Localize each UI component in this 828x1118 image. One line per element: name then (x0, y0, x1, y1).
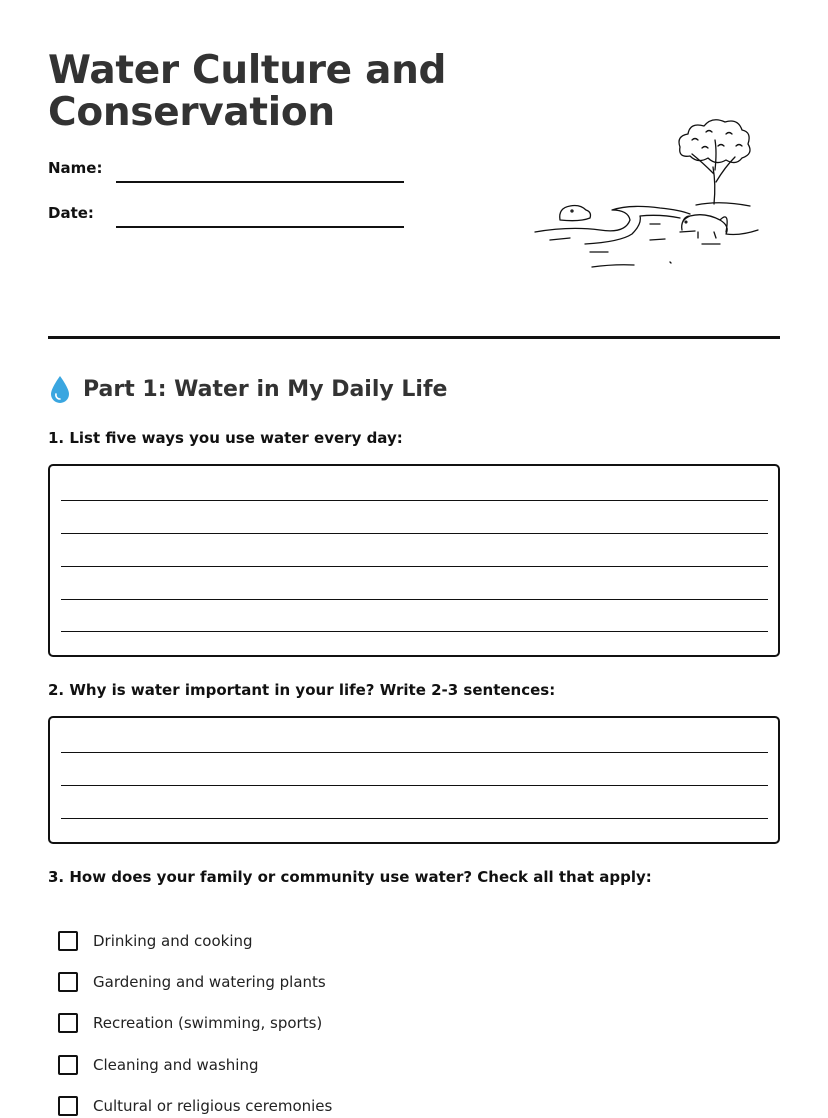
answer-line (61, 533, 768, 534)
checkbox[interactable] (58, 1096, 78, 1116)
name-field[interactable] (116, 181, 404, 183)
answer-line (61, 785, 768, 786)
checkbox-label: Cultural or religious ceremonies (93, 1097, 333, 1115)
part1-heading (48, 374, 447, 404)
checkbox-label: Cleaning and washing (93, 1056, 259, 1074)
checkbox-label: Drinking and cooking (93, 932, 253, 950)
section-divider (48, 336, 780, 339)
checkbox-label: Gardening and watering plants (93, 973, 326, 991)
question-1: 1. List five ways you use water every day: (48, 429, 403, 447)
answer-line (61, 752, 768, 753)
date-field[interactable] (116, 226, 404, 228)
q1-answer-box[interactable] (48, 464, 780, 657)
answer-line (61, 631, 768, 632)
checkbox-option[interactable] (58, 1096, 332, 1116)
tree-river-animals-icon (530, 112, 770, 277)
name-label: Name: (48, 159, 103, 177)
date-label: Date: (48, 204, 94, 222)
title-line-1: Water Culture and (48, 48, 447, 93)
title-line-2: Conservation (48, 90, 335, 135)
answer-line (61, 500, 768, 501)
worksheet-title (48, 50, 446, 134)
checkbox[interactable] (58, 972, 78, 992)
checkbox-option[interactable] (58, 972, 326, 992)
checkbox[interactable] (58, 1013, 78, 1033)
checkbox-label: Recreation (swimming, sports) (93, 1014, 323, 1032)
checkbox-option[interactable] (58, 1055, 259, 1075)
q2-answer-box[interactable] (48, 716, 780, 844)
water-drop-icon (48, 374, 72, 404)
checkbox-option[interactable] (58, 1013, 322, 1033)
checkbox[interactable] (58, 1055, 78, 1075)
checkbox[interactable] (58, 931, 78, 951)
answer-line (61, 818, 768, 819)
answer-line (61, 566, 768, 567)
question-2: 2. Why is water important in your life? Write 2-3 sentences: (48, 681, 556, 699)
answer-line (61, 599, 768, 600)
checkbox-option[interactable] (58, 931, 253, 951)
question-3: 3. How does your family or community use water? Check all that apply: (48, 868, 652, 886)
part1-heading-text: Part 1: Water in My Daily Life (83, 376, 448, 402)
